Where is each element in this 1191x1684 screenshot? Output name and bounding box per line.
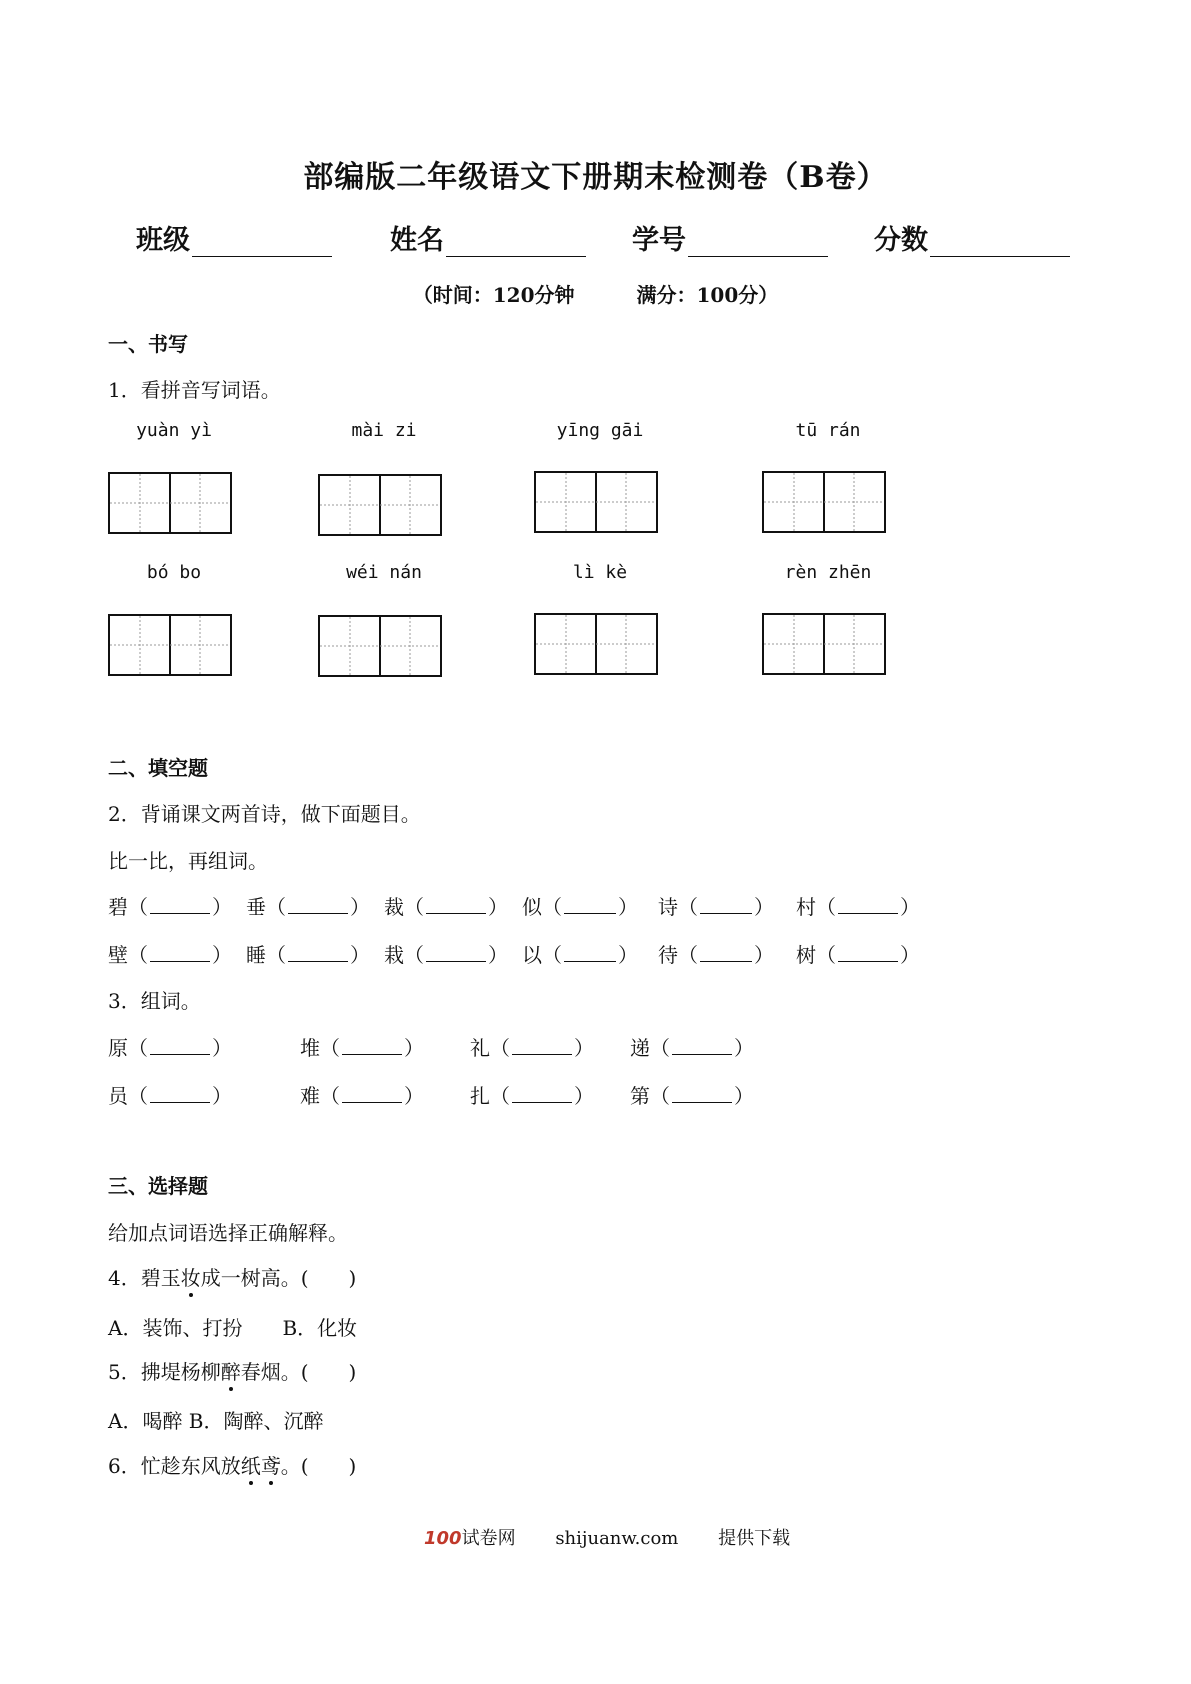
id-input-line[interactable] xyxy=(688,230,828,257)
compare-char: 以 xyxy=(522,943,542,967)
pinyin-label: wéi nán xyxy=(346,562,422,583)
q5-options: A．喝醉 B．陶醉、沉醉 xyxy=(108,1409,324,1433)
class-label: 班级 xyxy=(136,225,190,256)
word-char: 原 xyxy=(108,1036,128,1060)
word-char: 礼 xyxy=(470,1036,490,1060)
writing-grid[interactable] xyxy=(318,474,442,536)
compare-item: 待（ ） xyxy=(658,943,774,967)
q5-dotted-char: 醉 xyxy=(221,1356,241,1385)
q3-prompt: 3．组词。 xyxy=(108,989,201,1013)
answer-blank[interactable] xyxy=(150,943,210,962)
answer-blank[interactable] xyxy=(564,895,616,914)
compare-char: 诗 xyxy=(658,895,678,919)
word-item: 礼（ ） xyxy=(470,1036,594,1060)
compare-char: 似 xyxy=(522,895,542,919)
footer-site-name: 试卷网 xyxy=(461,1528,516,1549)
id-label: 学号 xyxy=(632,225,686,256)
writing-grid[interactable] xyxy=(318,615,442,677)
compare-char: 待 xyxy=(658,943,678,967)
q5-post: 春烟。( ) xyxy=(240,1360,357,1384)
compare-item: 树（ ） xyxy=(796,943,920,967)
compare-char: 睡 xyxy=(246,943,266,967)
score-input-line[interactable] xyxy=(930,230,1070,257)
site-logo: 100 xyxy=(424,1528,462,1549)
word-char: 难 xyxy=(300,1084,320,1108)
q6-dotted-char-2: 鸢 xyxy=(261,1450,281,1479)
section-3-heading: 三、选择题 xyxy=(108,1174,208,1198)
exam-full-score: 满分：100分） xyxy=(636,283,779,307)
section-3-intro: 给加点词语选择正确解释。 xyxy=(108,1221,348,1245)
pinyin-label: yīng gāi xyxy=(556,420,644,441)
q4-stem xyxy=(108,1262,356,1291)
word-char: 堆 xyxy=(300,1036,320,1060)
writing-grid[interactable] xyxy=(762,471,886,533)
name-field xyxy=(390,218,586,257)
answer-blank[interactable] xyxy=(838,943,898,962)
answer-blank[interactable] xyxy=(838,895,898,914)
writing-grid[interactable] xyxy=(108,614,232,676)
answer-blank[interactable] xyxy=(700,943,752,962)
score-label: 分数 xyxy=(874,225,928,256)
word-item: 员（ ） xyxy=(108,1084,232,1108)
compare-item: 裁（ ） xyxy=(384,895,508,919)
answer-blank[interactable] xyxy=(150,895,210,914)
compare-item: 诗（ ） xyxy=(658,895,774,919)
pinyin-label: yuàn yì xyxy=(136,420,212,441)
q4-pre: 4．碧玉 xyxy=(108,1266,181,1290)
answer-blank[interactable] xyxy=(426,895,486,914)
answer-blank[interactable] xyxy=(288,895,348,914)
word-char: 递 xyxy=(630,1036,650,1060)
compare-char: 裁 xyxy=(384,895,404,919)
answer-blank[interactable] xyxy=(288,943,348,962)
writing-grid[interactable] xyxy=(762,613,886,675)
compare-item: 似（ ） xyxy=(522,895,638,919)
class-field xyxy=(136,218,332,257)
word-item: 扎（ ） xyxy=(470,1084,594,1108)
compare-char: 村 xyxy=(796,895,816,919)
compare-char: 栽 xyxy=(384,943,404,967)
q4-options: A．装饰、打扮 B．化妆 xyxy=(108,1316,358,1340)
answer-blank[interactable] xyxy=(700,895,752,914)
compare-char: 树 xyxy=(796,943,816,967)
writing-grid[interactable] xyxy=(534,471,658,533)
id-field xyxy=(632,218,828,257)
section-2-heading: 二、填空题 xyxy=(108,756,208,780)
pinyin-label: bó bo xyxy=(146,562,202,583)
answer-blank[interactable] xyxy=(512,1084,572,1103)
q2-prompt: 2．背诵课文两首诗，做下面题目。 xyxy=(108,802,421,826)
word-item: 原（ ） xyxy=(108,1036,232,1060)
class-input-line[interactable] xyxy=(192,230,332,257)
compare-item: 以（ ） xyxy=(522,943,638,967)
compare-item: 村（ ） xyxy=(796,895,920,919)
answer-blank[interactable] xyxy=(150,1036,210,1055)
word-item: 递（ ） xyxy=(630,1036,754,1060)
q5-pre: 5．拂堤杨柳 xyxy=(108,1360,221,1384)
exam-meta xyxy=(0,279,1191,308)
q2-subprompt: 比一比，再组词。 xyxy=(108,849,268,873)
writing-grid[interactable] xyxy=(534,613,658,675)
answer-blank[interactable] xyxy=(672,1036,732,1055)
answer-blank[interactable] xyxy=(564,943,616,962)
word-char: 员 xyxy=(108,1084,128,1108)
answer-blank[interactable] xyxy=(426,943,486,962)
score-field xyxy=(874,218,1070,257)
pinyin-label: tū rán xyxy=(795,420,861,441)
compare-item: 壁（ ） xyxy=(108,943,232,967)
word-item: 第（ ） xyxy=(630,1084,754,1108)
q1-prompt: 1．看拼音写词语。 xyxy=(108,378,281,402)
compare-item: 碧（ ） xyxy=(108,895,232,919)
compare-char: 垂 xyxy=(246,895,266,919)
compare-char: 碧 xyxy=(108,895,128,919)
compare-item: 睡（ ） xyxy=(246,943,370,967)
name-label: 姓名 xyxy=(390,225,444,256)
pinyin-label: lì kè xyxy=(572,562,628,583)
word-item: 堆（ ） xyxy=(300,1036,424,1060)
compare-item: 垂（ ） xyxy=(246,895,370,919)
q4-post: 成一树高。( ) xyxy=(200,1266,357,1290)
name-input-line[interactable] xyxy=(446,230,586,257)
answer-blank[interactable] xyxy=(342,1084,402,1103)
q6-post: 。( ) xyxy=(280,1454,357,1478)
footer-domain[interactable]: shijuanw.com xyxy=(555,1528,679,1549)
q6-dotted-char-1: 纸 xyxy=(241,1450,261,1479)
word-item: 难（ ） xyxy=(300,1084,424,1108)
section-1-heading: 一、书写 xyxy=(108,332,188,356)
answer-blank[interactable] xyxy=(512,1036,572,1055)
compare-item: 栽（ ） xyxy=(384,943,508,967)
word-char: 扎 xyxy=(470,1084,490,1108)
answer-blank[interactable] xyxy=(150,1084,210,1103)
q4-dotted-char: 妆 xyxy=(181,1262,201,1291)
footer xyxy=(424,1524,790,1550)
word-char: 第 xyxy=(630,1084,650,1108)
q5-stem xyxy=(108,1356,356,1385)
q6-pre: 6．忙趁东风放 xyxy=(108,1454,241,1478)
pinyin-label: mài zi xyxy=(351,420,417,441)
page-title: 部编版二年级语文下册期末检测卷（B卷） xyxy=(303,160,888,195)
exam-time: （时间：120分钟 xyxy=(412,283,575,307)
answer-blank[interactable] xyxy=(342,1036,402,1055)
pinyin-label: rèn zhēn xyxy=(784,562,872,583)
compare-char: 壁 xyxy=(108,943,128,967)
footer-note: 提供下载 xyxy=(718,1528,791,1549)
writing-grid[interactable] xyxy=(108,472,232,534)
q6-stem xyxy=(108,1450,356,1479)
answer-blank[interactable] xyxy=(672,1084,732,1103)
